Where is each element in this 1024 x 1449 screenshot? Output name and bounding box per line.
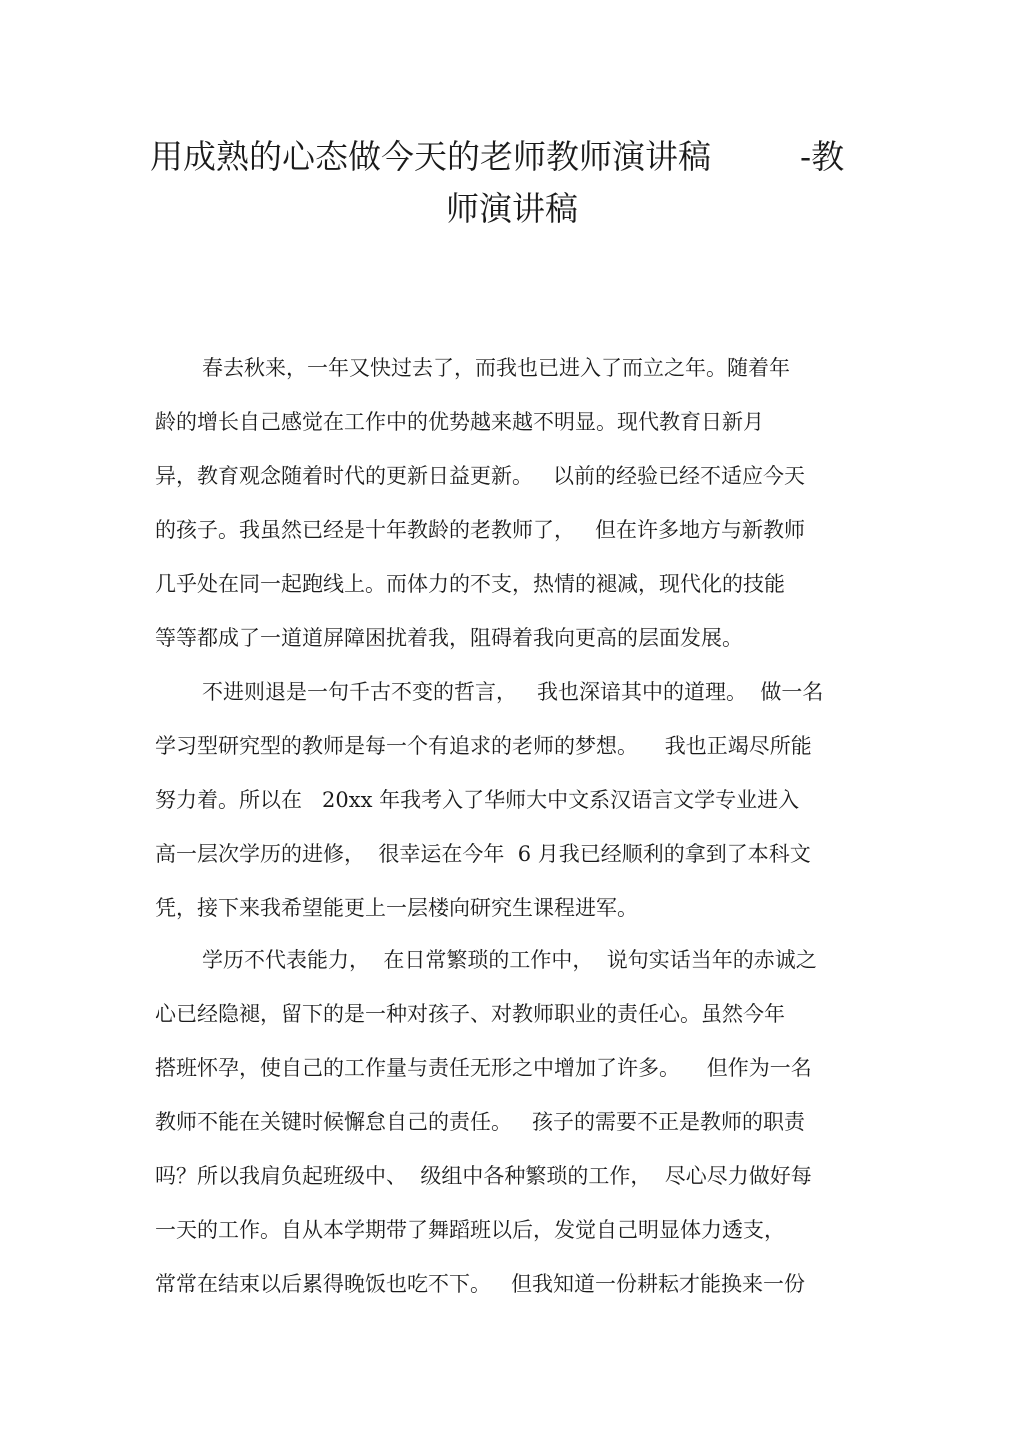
- title-separator-text: -教: [800, 137, 845, 176]
- document-title-line-2: 师演讲稿: [446, 189, 578, 228]
- paragraph-3-line-7: 常常在结束以后累得晚饭也吃不下。 但我知道一份耕耘才能换来一份: [155, 1272, 806, 1296]
- paragraph-3-line-5: 吗？所以我肩负起班级中、 级组中各种繁琐的工作， 尽心尽力做好每: [155, 1164, 812, 1188]
- document-title-line-1: [150, 137, 874, 176]
- paragraph-1-line-5: 几乎处在同一起跑线上。而体力的不支，热情的褪减，现代化的技能: [155, 572, 785, 596]
- paragraph-1-line-3: 异，教育观念随着时代的更新日益更新。 以前的经验已经不适应今天: [155, 464, 806, 488]
- paragraph-2-line-5: 凭，接下来我希望能更上一层楼向研究生课程进军。: [155, 896, 638, 920]
- paragraph-2-line-3: 努力着。所以在 20xx 年我考入了华师大中文系汉语言文学专业进入: [155, 788, 800, 812]
- paragraph-2-line-4: 高一层次学历的进修， 很幸运在今年 6 月我已经顺利的拿到了本科文: [155, 842, 811, 866]
- paragraph-3-line-3: 搭班怀孕，使自己的工作量与责任无形之中增加了许多。 但作为一名: [155, 1056, 812, 1080]
- paragraph-1-line-2: 龄的增长自己感觉在工作中的优势越来越不明显。现代教育日新月: [155, 410, 764, 434]
- paragraph-1-line-1: 春去秋来，一年又快过去了，而我也已进入了而立之年。随着年: [202, 356, 790, 380]
- paragraph-1-line-6: 等等都成了一道道屏障困扰着我，阻碍着我向更高的层面发展。: [155, 626, 743, 650]
- paragraph-3-line-2: 心已经隐褪，留下的是一种对孩子、对教师职业的责任心。虽然今年: [155, 1002, 785, 1026]
- paragraph-3-line-1: 学历不代表能力， 在日常繁琐的工作中， 说句实话当年的赤诚之: [202, 948, 817, 972]
- paragraph-3-line-4: 教师不能在关键时候懈怠自己的责任。 孩子的需要不正是教师的职责: [155, 1110, 806, 1134]
- paragraph-1-line-4: 的孩子。我虽然已经是十年教龄的老教师了， 但在许多地方与新教师: [155, 518, 806, 542]
- title-main-text: 用成熟的心态做今天的老师教师演讲稿: [150, 137, 711, 176]
- paragraph-3-line-6: 一天的工作。自从本学期带了舞蹈班以后，发觉自己明显体力透支，: [155, 1218, 785, 1242]
- paragraph-2-line-1: 不进则退是一句千古不变的哲言， 我也深谙其中的道理。 做一名: [202, 680, 824, 704]
- paragraph-2-line-2: 学习型研究型的教师是每一个有追求的老师的梦想。 我也正竭尽所能: [155, 734, 812, 758]
